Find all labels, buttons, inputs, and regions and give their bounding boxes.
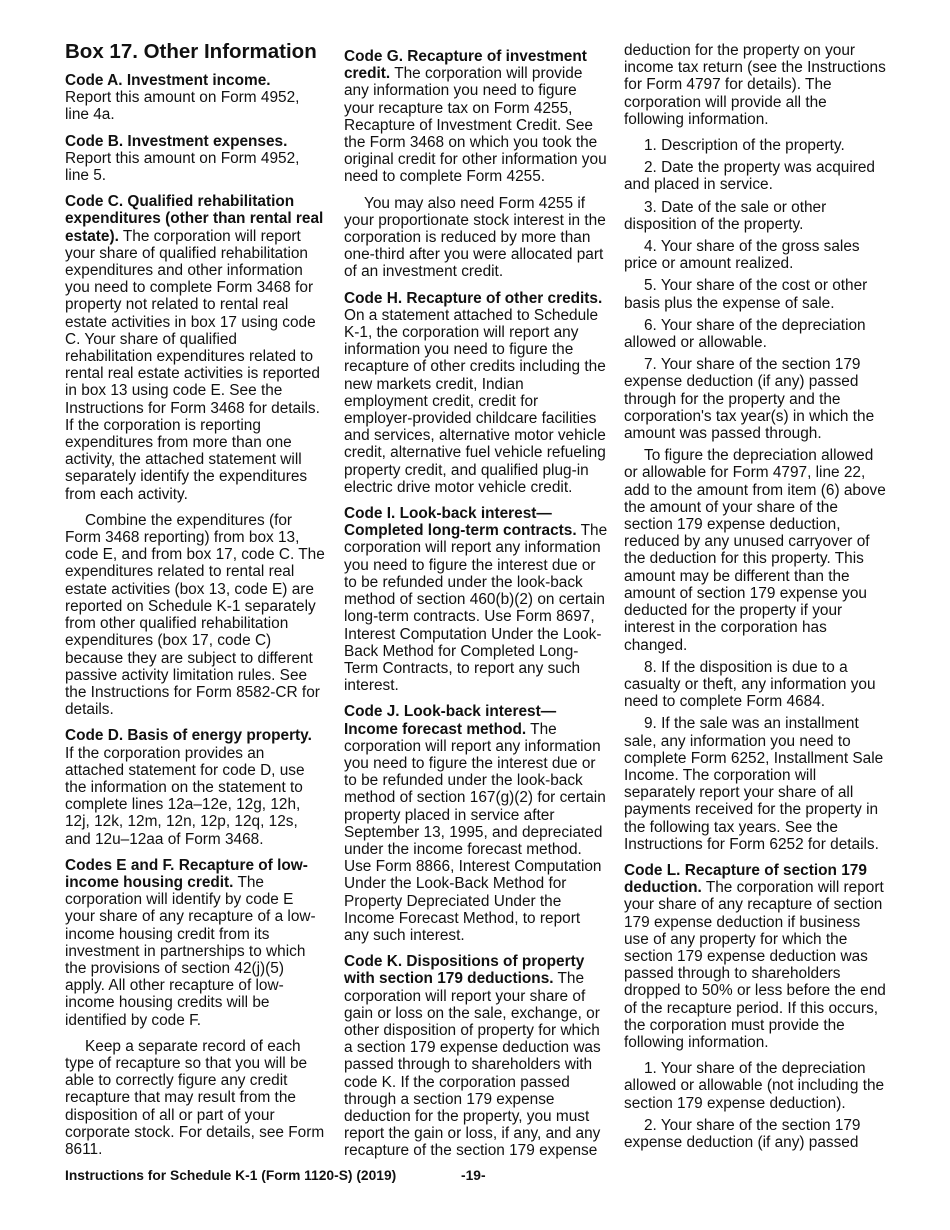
code-g: Code G. Recapture of investment credit. The corporation will provide any information you need to figure your recapture tax on Form 4255, Recapture of Investment Credit. See the Form 3468 on which you took the original credit for other information you need to complete Form 4255.: [344, 48, 607, 186]
code-l: Code L. Recapture of section 179 deduction. The corporation will report your share of any recapture of section 179 expense deduction if business use of any property for which the section 179 expense deduction was passed through to shareholders dropped to 50% or less before the end of the recapture period. If this occurs, the corporation must provide the following information.: [624, 861, 886, 1051]
list-item: 2. Your share of the section 179 expense deduction (if any) passed: [624, 1116, 861, 1151]
codes-e-f: Codes E and F. Recapture of low-income housing credit. The corporation will identify by code E your share of any recapture of a low-income housing credit from its investment in partnerships to which the provisions of section 42(j)(5) apply. All other recapture of low-income housing credits will be identified by code F.: [65, 856, 316, 1029]
code-b: Code B. Investment expenses. Report this amount on Form 4952, line 5.: [65, 132, 300, 185]
code-d: Code D. Basis of energy property. If the corporation provides an attached statement for code D, use the information on the statement to complete lines 12a–12e, 12g, 12h, 12j, 12k, 12m, 12n, 12p, 12q, 12s, and 12u–12aa of Form 3468.: [65, 727, 312, 848]
page-number: -19-: [461, 1168, 486, 1183]
code-i: Code I. Look-back interest—Completed long-term contracts. The corporation will report any information you need to figure the interest due or to be refunded under the look-back method of section 460(b)(2) on certain long-term contracts. Use Form 8697, Interest Computation Under the Look-Back Method for Completed Long-Term Contracts, to report any such interest.: [344, 505, 608, 695]
code-a: Code A. Investment income. Report this amount on Form 4952, line 4a.: [65, 72, 300, 124]
section-heading: Box 17. Other Information: [65, 40, 317, 63]
list-item: 4. Your share of the gross sales price or amount realized.: [624, 238, 860, 273]
code-j: Code J. Look-back interest—Income forecast method. The corporation will report any information you need to figure the interest due or to be refunded under the look-back method of section 167(g)(2) for certain property placed in service after September 13, 1995, and depreciated under the income forecast method. Use Form 8866, Interest Computation Under the Look-Back Method for Property Depreciated Under the Income Forecast Method, to report any such interest.: [344, 703, 606, 944]
code-h: Code H. Recapture of other credits. On a statement attached to Schedule K-1, the corporation will report any information you need to figure the recapture of other credits including the new markets credit, Indian employment credit, credit for employer-provided childcare facilities and services, alternative motor vehicle credit, alternative fuel vehicle refueling property credit, and qualified plug-in electric drive motor vehicle credit.: [344, 289, 606, 496]
list-item: 5. Your share of the cost or other basis plus the expense of sale.: [624, 277, 868, 312]
list-item: 7. Your share of the section 179 expense deduction (if any) passed through for the property and the corporation's tax year(s) in which the amount was passed through.: [624, 356, 875, 443]
footer-title: Instructions for Schedule K-1 (Form 1120-S) (2019): [65, 1168, 397, 1183]
list-item: 1. Description of the property.: [644, 137, 845, 155]
code-k-paragraph-2: To figure the depreciation allowed or allowable for Form 4797, line 22, add to the amount from item (6) above the amount of your share of the section 179 expense deduction, reduced by any unused carryover of the deduction for this property. This amount may be different than the amount of section 179 expense you deducted for the property if your interest in the corporation has changed.: [624, 447, 886, 654]
list-item: 2. Date the property was acquired and placed in service.: [624, 159, 875, 194]
column-right: [624, 42, 886, 1156]
list-item: 6. Your share of the depreciation allowed or allowable.: [624, 316, 866, 352]
column-middle: [344, 48, 609, 1169]
column-left: [65, 40, 327, 1167]
list-item: 3. Date of the sale or other disposition of the property.: [624, 198, 827, 233]
code-c-paragraph-2: Combine the expenditures (for Form 3468 reporting) from box 13, code E, and from box 17, code C. The expenditures related to rental real estate activities (box 13, code E) are reported on Schedule K-1 separately from other qualified rehabilitation expenditures (box 17, code C) because they are subject to different passive activity limitation rules. See the Instructions for Form 8582-CR for details.: [65, 511, 325, 719]
codes-e-f-paragraph-2: Keep a separate record of each type of recapture so that you will be able to correctly figure any credit recapture that may result from the disposition of all or part of your corporate stock. For details, see Form 8611.: [65, 1037, 325, 1158]
list-item: 1. Your share of the depreciation allowed or allowable (not including the section 179 expense deduction).: [624, 1060, 885, 1112]
code-c: Code C. Qualified rehabilitation expenditures (other than rental real estate). The corporation will report your share of qualified rehabilitation expenditures and other information you need to complete Form 3468 for property not related to rental real estate activities in box 17 using code C. Your share of qualified rehabilitation expenditures related to rental real estate activities is reported in box 13 using code E. See the Instructions for Form 3468 for details. If the corporation is reporting expenditures from more than one activity, the attached statement will separately identify the expenditures from each activity.: [65, 193, 324, 503]
list-item: 8. If the disposition is due to a casualty or theft, any information you need to complete Form 4684.: [624, 658, 876, 711]
code-k: Code K. Dispositions of property with section 179 deductions. The corporation will report your share of gain or loss on the sale, exchange, or other disposition of property for which a section 179 expense deduction was passed through to shareholders with code K. If the corporation passed through a section 179 expense deduction for the property, you must report the gain or loss, if any, and any recapture of the section 179 expense: [344, 953, 601, 1160]
list-item: 9. If the sale was an installment sale, any information you need to complete Form 6252, Installment Sale Income. The corporation will separately report your share of all payments received for the property in the following tax years. See the Instructions for Form 6252 for details.: [624, 715, 884, 853]
code-g-paragraph-2: You may also need Form 4255 if your proportionate stock interest in the corporation is reduced by more than one-third after you were allocated part of an investment credit.: [344, 194, 606, 281]
code-k-continued: deduction for the property on your income tax return (see the Instructions for Form 4797 for details). The corporation will provide all the following information.: [624, 42, 886, 128]
